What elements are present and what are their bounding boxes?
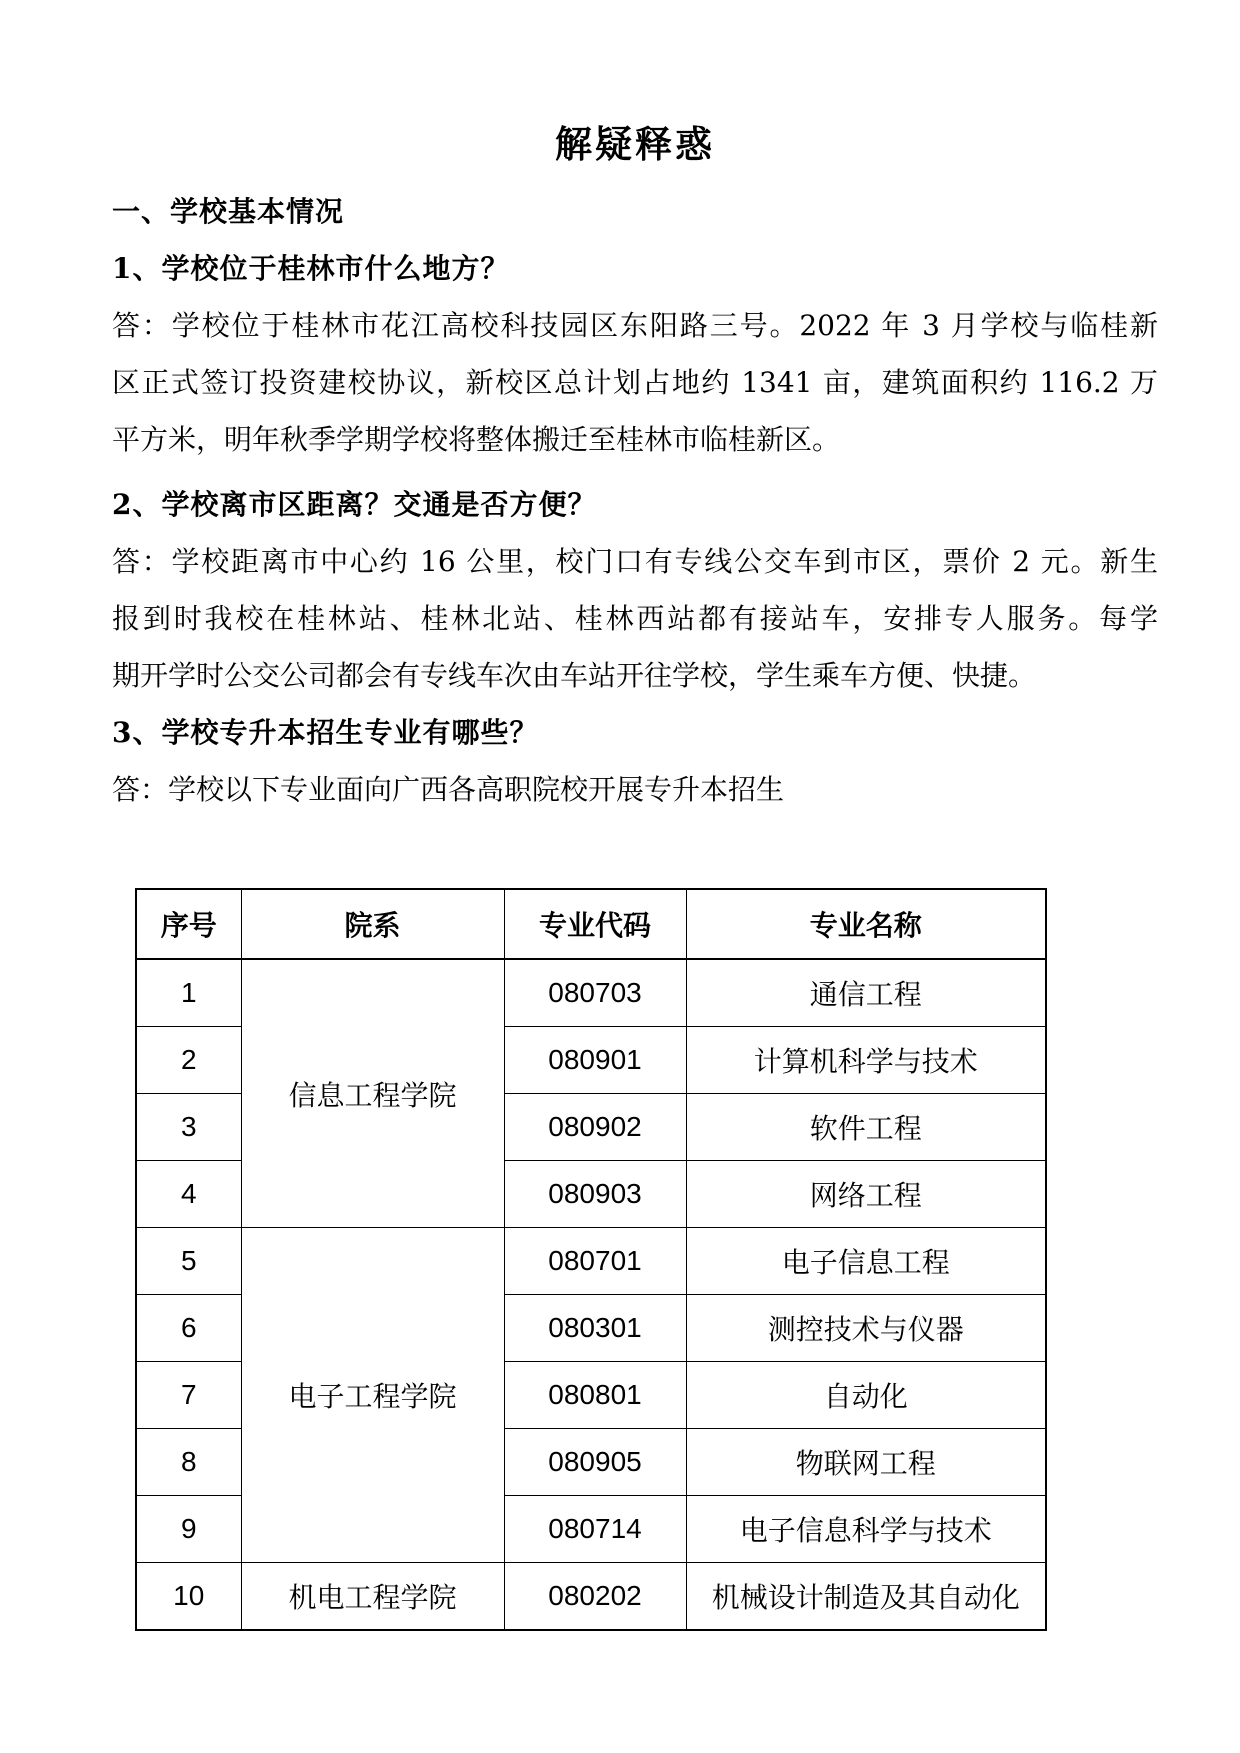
question-2: 2、学校离市区距离？交通是否方便？ [112, 488, 597, 521]
cell-major: 网络工程 [686, 1161, 1046, 1228]
cell-major: 物联网工程 [686, 1429, 1046, 1496]
cell-major: 通信工程 [686, 959, 1046, 1027]
answer-2-line-3: 期开学时公交公司都会有专线车次由车站开往学校，学生乘车方便、快捷。 [112, 659, 1037, 692]
col-header-department: 院系 [241, 889, 504, 959]
cell-code: 080701 [504, 1228, 686, 1295]
answer-1-line-1: 答：学校位于桂林市花江高校科技园区东阳路三号。2022 年 3 月学校与临桂新 [112, 309, 1158, 342]
table-header-row [136, 889, 1046, 959]
cell-no: 10 [136, 1563, 241, 1631]
cell-code: 080703 [504, 959, 686, 1027]
cell-major: 测控技术与仪器 [686, 1295, 1046, 1362]
cell-no: 1 [136, 959, 241, 1027]
answer-1-line-2: 区正式签订投资建校协议，新校区总计划占地约 1341 亩，建筑面积约 116.2 万 [112, 366, 1158, 399]
cell-no: 2 [136, 1027, 241, 1094]
table-row [136, 1563, 1046, 1631]
cell-code: 080301 [504, 1295, 686, 1362]
cell-no: 9 [136, 1496, 241, 1563]
cell-code: 080202 [504, 1563, 686, 1631]
cell-code: 080901 [504, 1027, 686, 1094]
cell-no: 7 [136, 1362, 241, 1429]
cell-major: 电子信息工程 [686, 1228, 1046, 1295]
cell-major: 电子信息科学与技术 [686, 1496, 1046, 1563]
table-row [136, 959, 1046, 1027]
cell-no: 6 [136, 1295, 241, 1362]
cell-no: 8 [136, 1429, 241, 1496]
section-heading: 一、学校基本情况 [112, 195, 345, 228]
answer-2 [112, 533, 1158, 704]
table-row [136, 1228, 1046, 1295]
cell-code: 080903 [504, 1161, 686, 1228]
cell-department: 机电工程学院 [241, 1563, 504, 1631]
cell-major: 计算机科学与技术 [686, 1027, 1046, 1094]
answer-2-line-1: 答：学校距离市中心约 16 公里，校门口有专线公交车到市区，票价 2 元。新生 [112, 545, 1158, 578]
cell-code: 080801 [504, 1362, 686, 1429]
question-1: 1、学校位于桂林市什么地方？ [112, 252, 510, 285]
cell-no: 3 [136, 1094, 241, 1161]
answer-3 [112, 761, 1158, 818]
majors-table [135, 888, 1047, 1631]
col-header-major-name: 专业名称 [686, 889, 1046, 959]
cell-department: 电子工程学院 [241, 1228, 504, 1563]
cell-no: 5 [136, 1228, 241, 1295]
answer-2-line-2: 报到时我校在桂林站、桂林北站、桂林西站都有接站车，安排专人服务。每学 [112, 602, 1158, 635]
cell-code: 080905 [504, 1429, 686, 1496]
cell-major: 机械设计制造及其自动化 [686, 1563, 1046, 1631]
cell-major: 软件工程 [686, 1094, 1046, 1161]
doc-title: 解疑释惑 [555, 122, 715, 166]
cell-no: 4 [136, 1161, 241, 1228]
cell-major: 自动化 [686, 1362, 1046, 1429]
col-header-no: 序号 [136, 889, 241, 959]
answer-1 [112, 297, 1158, 468]
col-header-major-code: 专业代码 [504, 889, 686, 959]
answer-3-line-1: 答：学校以下专业面向广西各高职院校开展专升本招生 [112, 773, 785, 806]
cell-department: 信息工程学院 [241, 959, 504, 1228]
cell-code: 080902 [504, 1094, 686, 1161]
answer-1-line-3: 平方米，明年秋季学期学校将整体搬迁至桂林市临桂新区。 [112, 423, 841, 456]
cell-code: 080714 [504, 1496, 686, 1563]
question-3: 3、学校专升本招生专业有哪些？ [112, 716, 539, 749]
